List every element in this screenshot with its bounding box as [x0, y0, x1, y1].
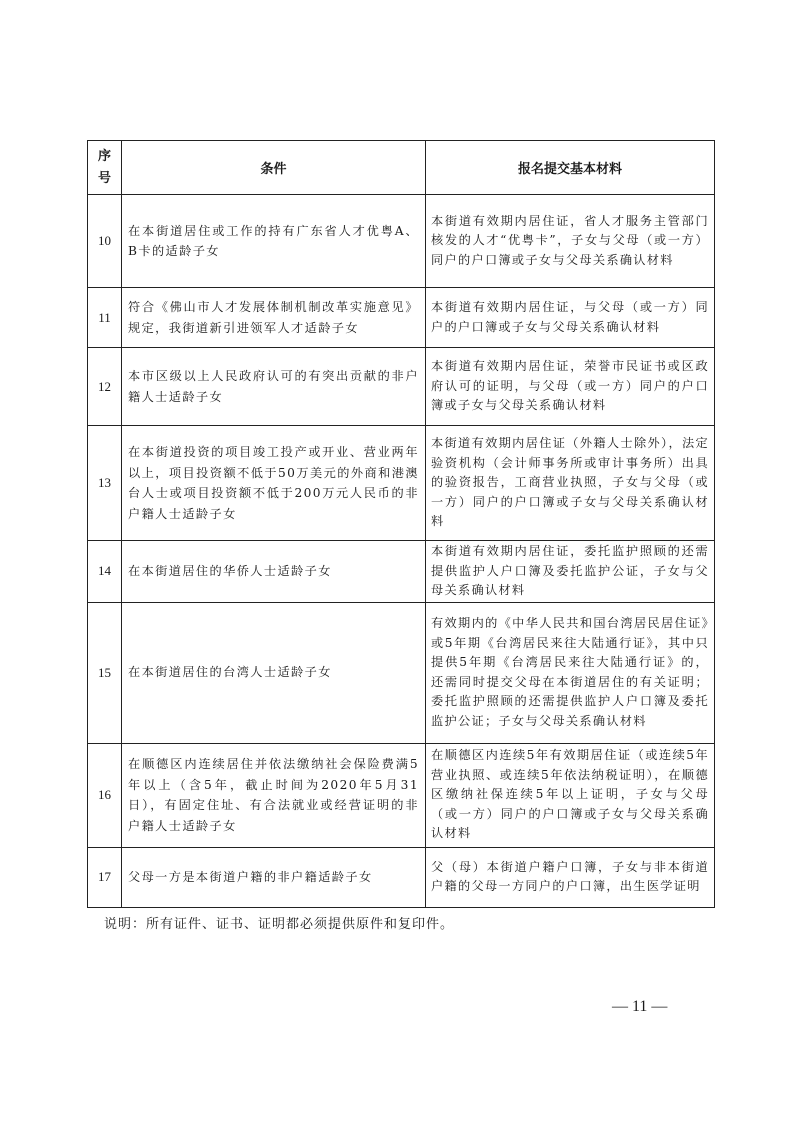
row-condition: 在本街道居住的华侨人士适龄子女	[122, 541, 426, 603]
row-materials: 本街道有效期内居住证（外籍人士除外），法定验资机构（会计师事务所或审计事务所）出具的验资报告，工商营业执照，子女与父母（或一方）同户的户口簿或子女与父母关系确认材料	[426, 426, 715, 541]
page-number: — 11 —	[612, 998, 668, 1015]
row-condition: 父母一方是本街道户籍的非户籍适龄子女	[122, 847, 426, 907]
row-no: 16	[88, 743, 122, 847]
table-row	[88, 541, 715, 603]
row-materials: 在顺德区内连续5年有效期居住证（或连续5年营业执照、或连续5年依法纳税证明），在顺德区缴纳社保连续5年以上证明，子女与父母（或一方）同户的户口簿或子女与父母关系确认材料	[426, 743, 715, 847]
header-condition: 条件	[122, 141, 426, 195]
row-materials: 本街道有效期内居住证，委托监护照顾的还需提供监护人户口簿及委托监护公证，子女与父母关系确认材料	[426, 541, 715, 603]
row-condition: 在顺德区内连续居住并依法缴纳社会保险费满5年以上（含5年，截止时间为2020年5月31日），有固定住址、有合法就业或经营证明的非户籍人士适龄子女	[122, 743, 426, 847]
row-condition: 符合《佛山市人才发展体制机制改革实施意见》规定，我街道新引进领军人才适龄子女	[122, 288, 426, 348]
table-row	[88, 847, 715, 907]
row-no: 15	[88, 602, 122, 743]
table-row	[88, 602, 715, 743]
row-no: 13	[88, 426, 122, 541]
row-no: 17	[88, 847, 122, 907]
row-no: 10	[88, 195, 122, 288]
row-no: 11	[88, 288, 122, 348]
table-row	[88, 195, 715, 288]
row-materials: 本街道有效期内居住证，省人才服务主管部门核发的人才“优粤卡”，子女与父母（或一方）同户的户口簿或子女与父母关系确认材料	[426, 195, 715, 288]
row-condition: 在本街道居住的台湾人士适龄子女	[122, 602, 426, 743]
table-row	[88, 288, 715, 348]
row-materials: 有效期内的《中华人民共和国台湾居民居住证》或5年期《台湾居民来往大陆通行证》，其中只提供5年期《台湾居民来往大陆通行证》的，还需同时提交父母在本街道居住的有关证明；委托监护照顾的还需提供监护人户口簿及委托监护公证；子女与父母关系确认材料	[426, 602, 715, 743]
header-materials: 报名提交基本材料	[426, 141, 715, 195]
row-no: 14	[88, 541, 122, 603]
row-materials: 本街道有效期内居住证，荣誉市民证书或区政府认可的证明，与父母（或一方）同户的户口簿或子女与父母关系确认材料	[426, 348, 715, 426]
row-materials: 父（母）本街道户籍户口簿，子女与非本街道户籍的父母一方同户的户口簿，出生医学证明	[426, 847, 715, 907]
row-condition: 在本街道居住或工作的持有广东省人才优粤A、B卡的适龄子女	[122, 195, 426, 288]
table-row	[88, 426, 715, 541]
footnote: 说明：所有证件、证书、证明都必须提供原件和复印件。	[104, 917, 455, 932]
row-condition: 本市区级以上人民政府认可的有突出贡献的非户籍人士适龄子女	[122, 348, 426, 426]
requirements-table	[87, 140, 715, 908]
table-row	[88, 348, 715, 426]
row-condition: 在本街道投资的项目竣工投产或开业、营业两年以上，项目投资额不低于50万美元的外商和港澳台人士或项目投资额不低于200万元人民币的非户籍人士适龄子女	[122, 426, 426, 541]
row-materials: 本街道有效期内居住证，与父母（或一方）同户的户口簿或子女与父母关系确认材料	[426, 288, 715, 348]
table-header-row	[88, 141, 715, 195]
row-no: 12	[88, 348, 122, 426]
table-row	[88, 743, 715, 847]
header-no: 序 号	[88, 141, 122, 195]
